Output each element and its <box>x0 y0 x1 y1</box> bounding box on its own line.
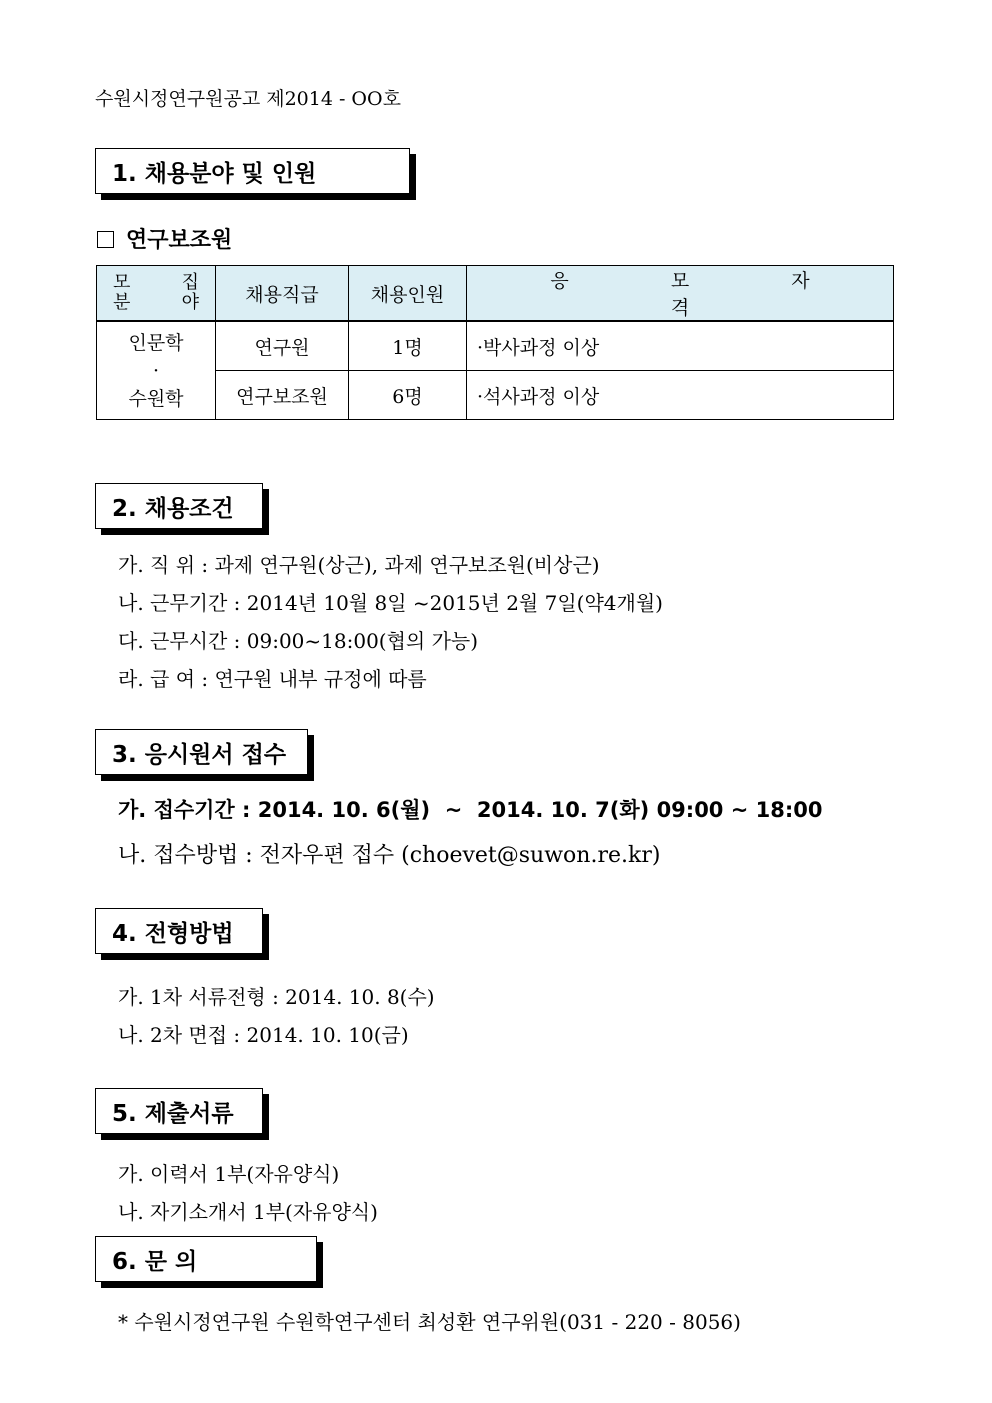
checkbox-square-icon <box>97 231 114 248</box>
contact-info: * 수원시정연구원 수원학연구센터 최성환 연구위원(031 - 220 - 8056) <box>118 1310 741 1334</box>
document-item: 나. 자기소개서 1부(자유양식) <box>118 1200 378 1224</box>
section-1-heading <box>95 148 410 194</box>
section-5-title: 5. 제출서류 <box>112 1100 234 1127</box>
table-row <box>97 321 894 371</box>
count-cell: 1명 <box>349 321 467 371</box>
header-field-char: 모 <box>113 272 131 293</box>
condition-item: 가. 직 위 : 과제 연구원(상근), 과제 연구보조원(비상근) <box>118 553 600 577</box>
notice-number: 수원시정연구원공고 제2014 - OO호 <box>95 88 401 110</box>
selection-item: 가. 1차 서류전형 : 2014. 10. 8(수) <box>118 985 435 1009</box>
application-method: 나. 접수방법 : 전자우편 접수 (choevet@suwon.re.kr) <box>118 843 661 868</box>
section-4-heading <box>95 908 263 954</box>
section-6-title: 6. 문 의 <box>112 1248 198 1275</box>
qualification-cell: ·석사과정 이상 <box>467 371 894 420</box>
condition-item: 나. 근무기간 : 2014년 10월 8일 ~2015년 2월 7일(약4개월) <box>118 591 663 615</box>
section-3-heading <box>95 729 308 775</box>
selection-item: 나. 2차 면접 : 2014. 10. 10(금) <box>118 1023 409 1047</box>
rank-cell: 연구보조원 <box>216 371 349 420</box>
table-row <box>97 371 894 420</box>
rank-cell: 연구원 <box>216 321 349 371</box>
section-1-title: 1. 채용분야 및 인원 <box>112 160 317 187</box>
header-qualification: 응 모 자 격 <box>467 266 894 322</box>
field-line: · <box>152 359 160 382</box>
field-cell <box>97 321 216 420</box>
section-5-heading <box>95 1088 263 1134</box>
header-field-char: 집 <box>181 272 199 293</box>
table-header-row <box>97 266 894 322</box>
document-item: 가. 이력서 1부(자유양식) <box>118 1162 340 1186</box>
section-3-title: 3. 응시원서 접수 <box>112 741 287 768</box>
header-rank: 채용직급 <box>216 266 349 322</box>
condition-item: 라. 급 여 : 연구원 내부 규정에 따름 <box>118 667 427 691</box>
qualification-cell: ·박사과정 이상 <box>467 321 894 371</box>
header-field-char: 야 <box>181 292 199 313</box>
subheading-label: 연구보조원 <box>126 228 233 253</box>
application-period: 가. 접수기간 : 2014. 10. 6(월) ~ 2014. 10. 7(화) 09:00 ~ 18:00 <box>118 798 823 822</box>
field-line: 수원학 <box>128 387 184 410</box>
section-2-title: 2. 채용조건 <box>112 495 234 522</box>
section-6-heading <box>95 1236 317 1282</box>
header-count: 채용인원 <box>349 266 467 322</box>
field-line: 인문학 <box>128 331 184 354</box>
header-field-char: 분 <box>113 292 131 313</box>
count-cell: 6명 <box>349 371 467 420</box>
subheading-research-assistant <box>97 223 232 254</box>
recruitment-table <box>96 265 894 420</box>
condition-item: 다. 근무시간 : 09:00~18:00(협의 가능) <box>118 629 479 653</box>
section-2-heading <box>95 483 263 529</box>
section-4-title: 4. 전형방법 <box>112 920 234 947</box>
header-field <box>97 266 216 322</box>
